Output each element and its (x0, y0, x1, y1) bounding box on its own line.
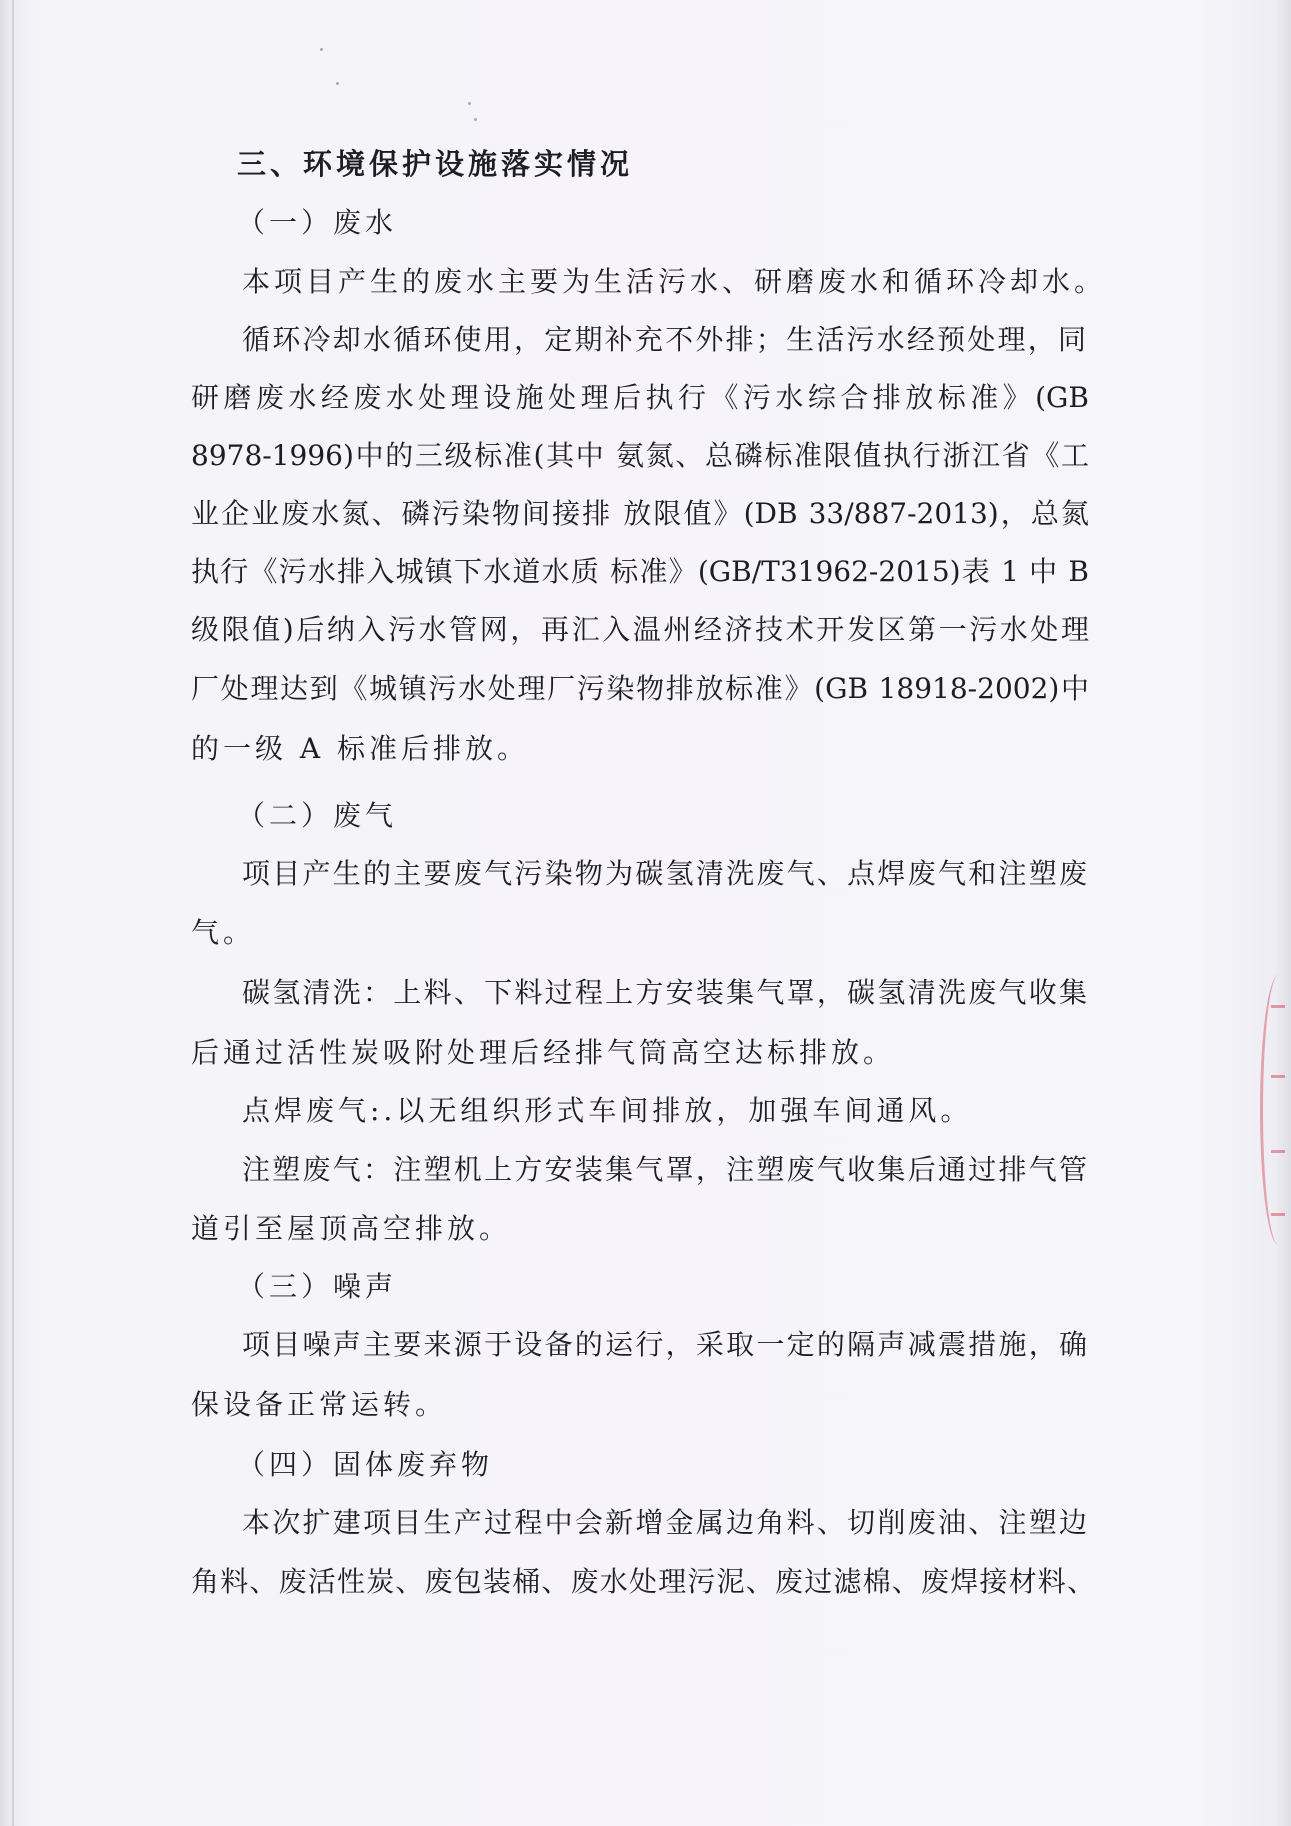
paragraph-line: 执行《污水排入城镇下水道水质 标准》(GB/T31962-2015)表 1 中 B (191, 555, 1089, 588)
paragraph-line: 后通过活性炭吸附处理后经排气筒高空达标排放。 (191, 1036, 896, 1069)
paragraph-line: 8978-1996)中的三级标准(其中 氨氮、总磷标准限值执行浙江省《工 (191, 439, 1089, 472)
paragraph-line: 保设备正常运转。 (191, 1388, 448, 1421)
paragraph-line: 研磨废水经废水处理设施处理后执行《污水综合排放标准》(GB (191, 381, 1089, 414)
paragraph-line: 业企业废水氮、磷污染物间接排 放限值》(DB 33/887-2013)，总氮 (191, 497, 1089, 530)
scan-speck (468, 102, 471, 105)
paragraph-line: 道引至屋顶高空排放。 (191, 1212, 512, 1245)
paragraph-line: 气。 (191, 916, 256, 949)
seal-stroke (1271, 1150, 1285, 1153)
paragraph-line: 注塑废气：注塑机上方安装集气罩，注塑废气收集后通过排气管 (242, 1153, 1087, 1186)
subsection-wastewater: （一）废水 (237, 206, 398, 239)
page-fold-shadow (12, 0, 14, 1826)
scan-speck (336, 82, 339, 85)
subsection-noise: （三）噪声 (237, 1270, 398, 1303)
seal-stroke (1271, 1075, 1285, 1078)
section-heading: 三、环境保护设施落实情况 (237, 147, 634, 181)
seal-stroke (1271, 1005, 1285, 1008)
paragraph-line: 本次扩建项目生产过程中会新增金属边角料、切削废油、注塑边 (242, 1506, 1087, 1539)
paragraph-line: 厂处理达到《城镇污水处理厂污染物排放标准》(GB 18918-2002)中 (191, 672, 1089, 705)
paragraph-line: 项目产生的主要废气污染物为碳氢清洗废气、点焊废气和注塑废 (242, 857, 1087, 890)
seal-stroke (1271, 1213, 1285, 1216)
scan-speck (320, 48, 323, 51)
paragraph-line: 本项目产生的废水主要为生活污水、研磨废水和循环冷却水。 (242, 265, 1107, 298)
scan-speck (474, 118, 477, 121)
red-seal-edge (1260, 975, 1291, 1245)
paragraph-line: 碳氢清洗：上料、下料过程上方安装集气罩，碳氢清洗废气收集 (242, 976, 1087, 1009)
paragraph-line: 项目噪声主要来源于设备的运行，采取一定的隔声减震措施，确 (242, 1328, 1087, 1361)
paragraph-line: 级限值)后纳入污水管网，再汇入温州经济技术开发区第一污水处理 (191, 613, 1089, 646)
subsection-exhaust: （二）废气 (237, 799, 398, 832)
paragraph-line: 点焊废气:.以无组织形式车间排放，加强车间通风。 (242, 1094, 973, 1127)
paragraph-line: 循环冷却水循环使用，定期补充不外排；生活污水经预处理，同 (242, 323, 1086, 356)
paragraph-line: 的一级 A 标准后排放。 (191, 732, 530, 765)
paragraph-line: 角料、废活性炭、废包装桶、废水处理污泥、废过滤棉、废焊接材料、 (191, 1565, 1095, 1598)
subsection-solid-waste: （四）固体废弃物 (237, 1448, 494, 1481)
